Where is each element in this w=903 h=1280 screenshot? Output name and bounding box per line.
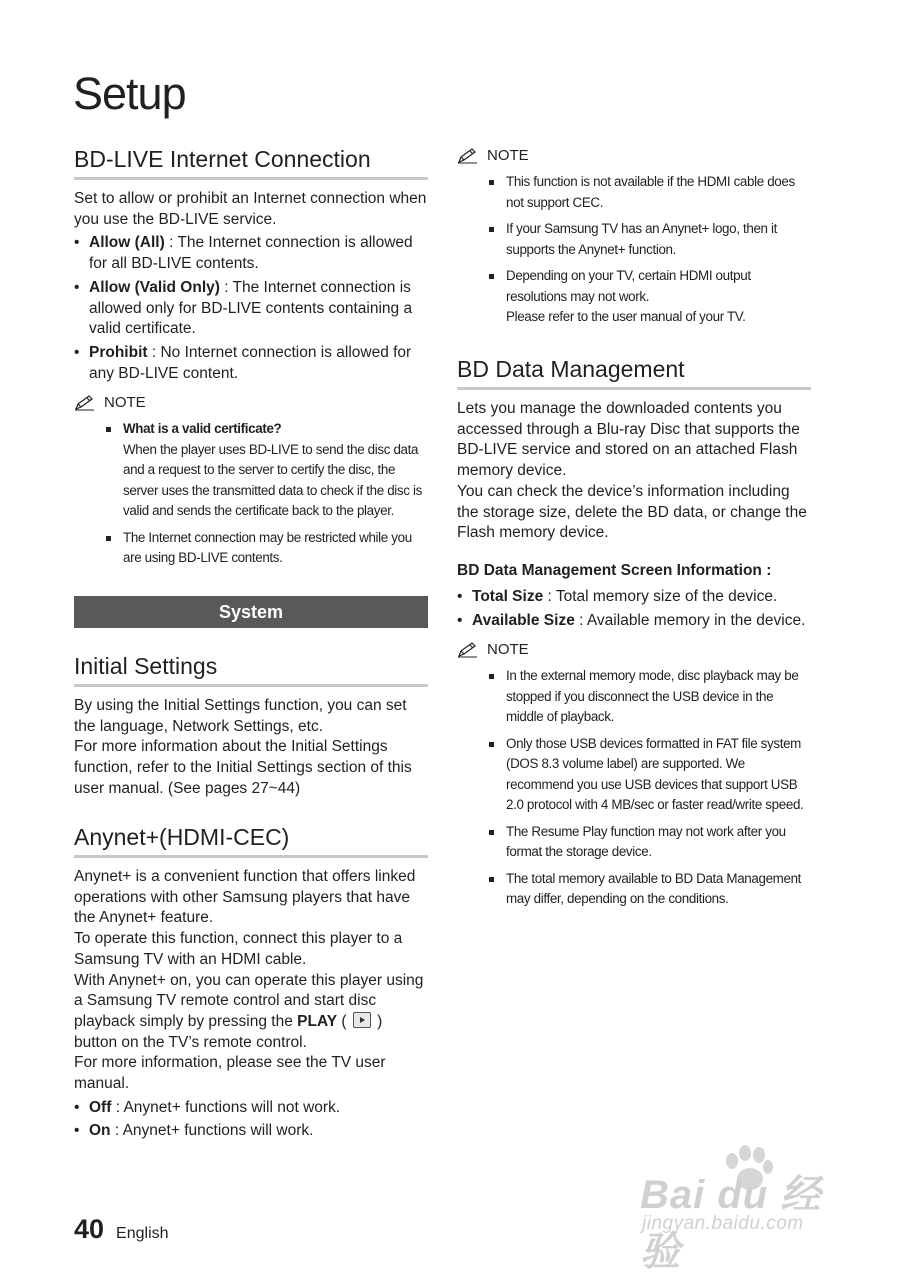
page-title: Setup bbox=[73, 68, 186, 119]
watermark-url: jingyan.baidu.com bbox=[642, 1213, 804, 1234]
note-item: The Internet connection may be restricted while you are using BD-LIVE contents. bbox=[106, 528, 428, 569]
pencil-icon bbox=[457, 642, 479, 658]
page-number: 40 bbox=[74, 1214, 105, 1244]
baidu-watermark bbox=[640, 1145, 855, 1274]
play-icon bbox=[353, 1012, 371, 1028]
pencil-icon bbox=[74, 395, 96, 411]
list-item: • Total Size : Total memory size of the device. bbox=[457, 587, 778, 605]
list-item: • Prohibit : No Internet connection is allowed for any BD-LIVE content. bbox=[74, 343, 412, 382]
bd-data-notes bbox=[457, 666, 811, 910]
bdlive-note-header: NOTE bbox=[74, 393, 428, 413]
initial-settings-heading: Initial Settings bbox=[74, 652, 428, 687]
bdlive-options bbox=[74, 233, 428, 384]
pencil-icon bbox=[457, 148, 479, 164]
note-item: The total memory available to BD Data Management may differ, depending on the conditions. bbox=[489, 869, 811, 910]
page-language: English bbox=[116, 1225, 169, 1242]
bdlive-heading: BD-LIVE Internet Connection bbox=[74, 145, 428, 180]
watermark-logo: Bai du 经验 bbox=[640, 1173, 822, 1274]
anynet-p1: Anynet+ is a convenient function that offers linked operations with other Samsung players that have the Anynet+ feature. bbox=[74, 868, 416, 927]
note-item: If your Samsung TV has an Anynet+ logo, then it supports the Anynet+ function. bbox=[489, 219, 811, 260]
anynet-notes bbox=[457, 172, 811, 328]
initial-settings-section bbox=[74, 652, 428, 803]
initial-settings-p1: By using the Initial Settings function, you can set the language, Network Settings, etc. bbox=[74, 697, 407, 735]
anynet-p2: To operate this function, connect this player to a Samsung TV with an HDMI cable. bbox=[74, 930, 403, 968]
note-item: What is a valid certificate? When the player uses BD-LIVE to send the disc data and a request to the server to certify the disc, the server uses the transmitted data to check if the disc is valid and sends the certificate back to the player. bbox=[106, 419, 428, 522]
system-section-bar: System bbox=[74, 596, 428, 628]
bd-data-info bbox=[457, 587, 811, 631]
bd-data-note-header: NOTE bbox=[457, 640, 811, 660]
note-item: In the external memory mode, disc playback may be stopped if you disconnect the USB device in the middle of playback. bbox=[489, 666, 811, 728]
bd-data-p2: You can check the device’s information including the storage size, delete the BD data, or change the Flash memory device. bbox=[457, 482, 807, 542]
bd-data-p1: Lets you manage the downloaded contents you accessed through a Blu-ray Disc that supports the BD-LIVE service and stored on an attached Flash memory device. bbox=[457, 400, 800, 480]
page-footer bbox=[74, 1214, 169, 1245]
note-item: This function is not available if the HDMI cable does not support CEC. bbox=[489, 172, 811, 213]
note-item: Only those USB devices formatted in FAT file system (DOS 8.3 volume label) are supported. We recommend you use USB devices that support USB 2.0 protocol with 4 MB/sec or faster read/write speed. bbox=[489, 734, 811, 816]
anynet-note-header: NOTE bbox=[457, 146, 811, 166]
bdlive-intro: Set to allow or prohibit an Internet connection when you use the BD-LIVE service. bbox=[74, 190, 427, 228]
bd-data-heading: BD Data Management bbox=[457, 355, 811, 390]
list-item: • Available Size : Available memory in the device. bbox=[457, 611, 806, 629]
list-item: • Allow (All) : The Internet connection is allowed for all BD-LIVE contents. bbox=[74, 234, 413, 273]
list-item: • On : Anynet+ functions will work. bbox=[74, 1122, 314, 1140]
note-item: The Resume Play function may not work after you format the storage device. bbox=[489, 822, 811, 863]
bdlive-section bbox=[74, 145, 428, 575]
anynet-note-section bbox=[457, 146, 811, 334]
list-item: • Off : Anynet+ functions will not work. bbox=[74, 1098, 341, 1116]
list-item: • Allow (Valid Only) : The Internet connection is allowed only for BD-LIVE contents containing a valid certificate. bbox=[74, 278, 413, 338]
bdlive-notes bbox=[74, 419, 428, 569]
bd-data-section bbox=[457, 355, 811, 916]
bd-data-subhead: BD Data Management Screen Information : bbox=[457, 561, 772, 579]
anynet-heading: Anynet+(HDMI-CEC) bbox=[74, 823, 428, 858]
note-item: Depending on your TV, certain HDMI output resolutions may not work. Please refer to the user manual of your TV. bbox=[489, 266, 811, 328]
anynet-options bbox=[74, 1098, 428, 1142]
anynet-p3: With Anynet+ on, you can operate this player using a Samsung TV remote control and start disc playback simply by pressing the PLAY ( ) button on the TV’s remote control. bbox=[74, 971, 424, 1051]
anynet-section bbox=[74, 823, 428, 1145]
initial-settings-p2: For more information about the Initial Settings function, refer to the Initial Settings section of this user manual. (See pages 27~44) bbox=[74, 738, 412, 797]
anynet-p4: For more information, please see the TV user manual. bbox=[74, 1054, 386, 1093]
